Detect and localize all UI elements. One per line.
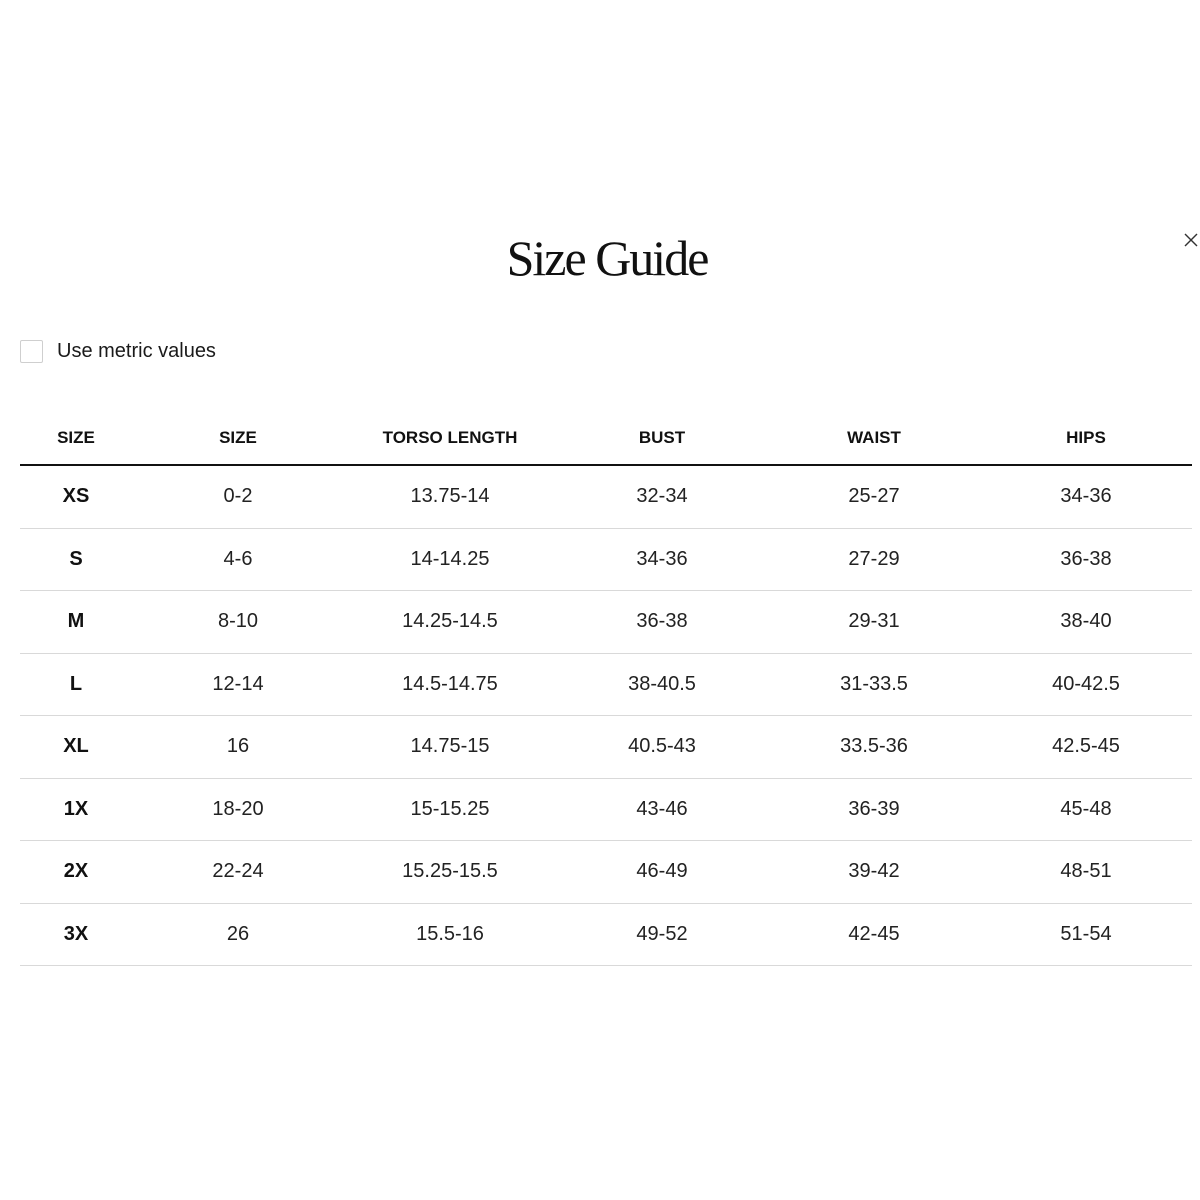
cell-size-number: 26 [132, 903, 344, 966]
cell-bust: 43-46 [556, 778, 768, 841]
close-button[interactable] [1180, 229, 1200, 251]
table-header-row [20, 412, 1192, 465]
cell-waist: 33.5-36 [768, 716, 980, 779]
cell-size-letter: 2X [20, 841, 132, 904]
cell-size-number: 12-14 [132, 653, 344, 716]
cell-torso-length: 14.25-14.5 [344, 591, 556, 654]
cell-waist: 27-29 [768, 528, 980, 591]
cell-size-letter: L [20, 653, 132, 716]
cell-torso-length: 13.75-14 [344, 465, 556, 528]
cell-size-number: 8-10 [132, 591, 344, 654]
cell-size-letter: 1X [20, 778, 132, 841]
header-waist: WAIST [768, 412, 980, 465]
cell-waist: 31-33.5 [768, 653, 980, 716]
cell-size-number: 4-6 [132, 528, 344, 591]
cell-waist: 39-42 [768, 841, 980, 904]
cell-hips: 38-40 [980, 591, 1192, 654]
cell-size-number: 16 [132, 716, 344, 779]
table-row [20, 653, 1192, 716]
cell-hips: 51-54 [980, 903, 1192, 966]
cell-torso-length: 14.5-14.75 [344, 653, 556, 716]
metric-checkbox-label: Use metric values [57, 340, 216, 362]
close-icon [1180, 229, 1200, 251]
cell-size-letter: S [20, 528, 132, 591]
cell-size-number: 22-24 [132, 841, 344, 904]
cell-torso-length: 14.75-15 [344, 716, 556, 779]
cell-bust: 49-52 [556, 903, 768, 966]
header-hips: HIPS [980, 412, 1192, 465]
cell-hips: 45-48 [980, 778, 1192, 841]
cell-hips: 40-42.5 [980, 653, 1192, 716]
cell-hips: 34-36 [980, 465, 1192, 528]
cell-size-letter: 3X [20, 903, 132, 966]
cell-size-letter: XL [20, 716, 132, 779]
cell-waist: 29-31 [768, 591, 980, 654]
header-torso-length: TORSO LENGTH [344, 412, 556, 465]
cell-bust: 36-38 [556, 591, 768, 654]
header-size-number: SIZE [132, 412, 344, 465]
header-bust: BUST [556, 412, 768, 465]
cell-bust: 34-36 [556, 528, 768, 591]
cell-bust: 46-49 [556, 841, 768, 904]
cell-bust: 38-40.5 [556, 653, 768, 716]
cell-size-number: 0-2 [132, 465, 344, 528]
cell-hips: 48-51 [980, 841, 1192, 904]
table-row [20, 778, 1192, 841]
cell-waist: 25-27 [768, 465, 980, 528]
table-row [20, 903, 1192, 966]
cell-waist: 42-45 [768, 903, 980, 966]
cell-torso-length: 15-15.25 [344, 778, 556, 841]
cell-bust: 32-34 [556, 465, 768, 528]
metric-toggle[interactable] [20, 338, 216, 364]
cell-size-number: 18-20 [132, 778, 344, 841]
cell-torso-length: 15.5-16 [344, 903, 556, 966]
table-row [20, 465, 1192, 528]
size-table [20, 412, 1192, 966]
table-row [20, 841, 1192, 904]
metric-checkbox[interactable] [20, 340, 43, 363]
table-row [20, 716, 1192, 779]
modal-title: Size Guide [506, 230, 708, 286]
cell-hips: 42.5-45 [980, 716, 1192, 779]
cell-bust: 40.5-43 [556, 716, 768, 779]
cell-hips: 36-38 [980, 528, 1192, 591]
table-row [20, 591, 1192, 654]
cell-size-letter: XS [20, 465, 132, 528]
table-row [20, 528, 1192, 591]
cell-torso-length: 14-14.25 [344, 528, 556, 591]
cell-waist: 36-39 [768, 778, 980, 841]
header-size-letter: SIZE [20, 412, 132, 465]
cell-torso-length: 15.25-15.5 [344, 841, 556, 904]
cell-size-letter: M [20, 591, 132, 654]
